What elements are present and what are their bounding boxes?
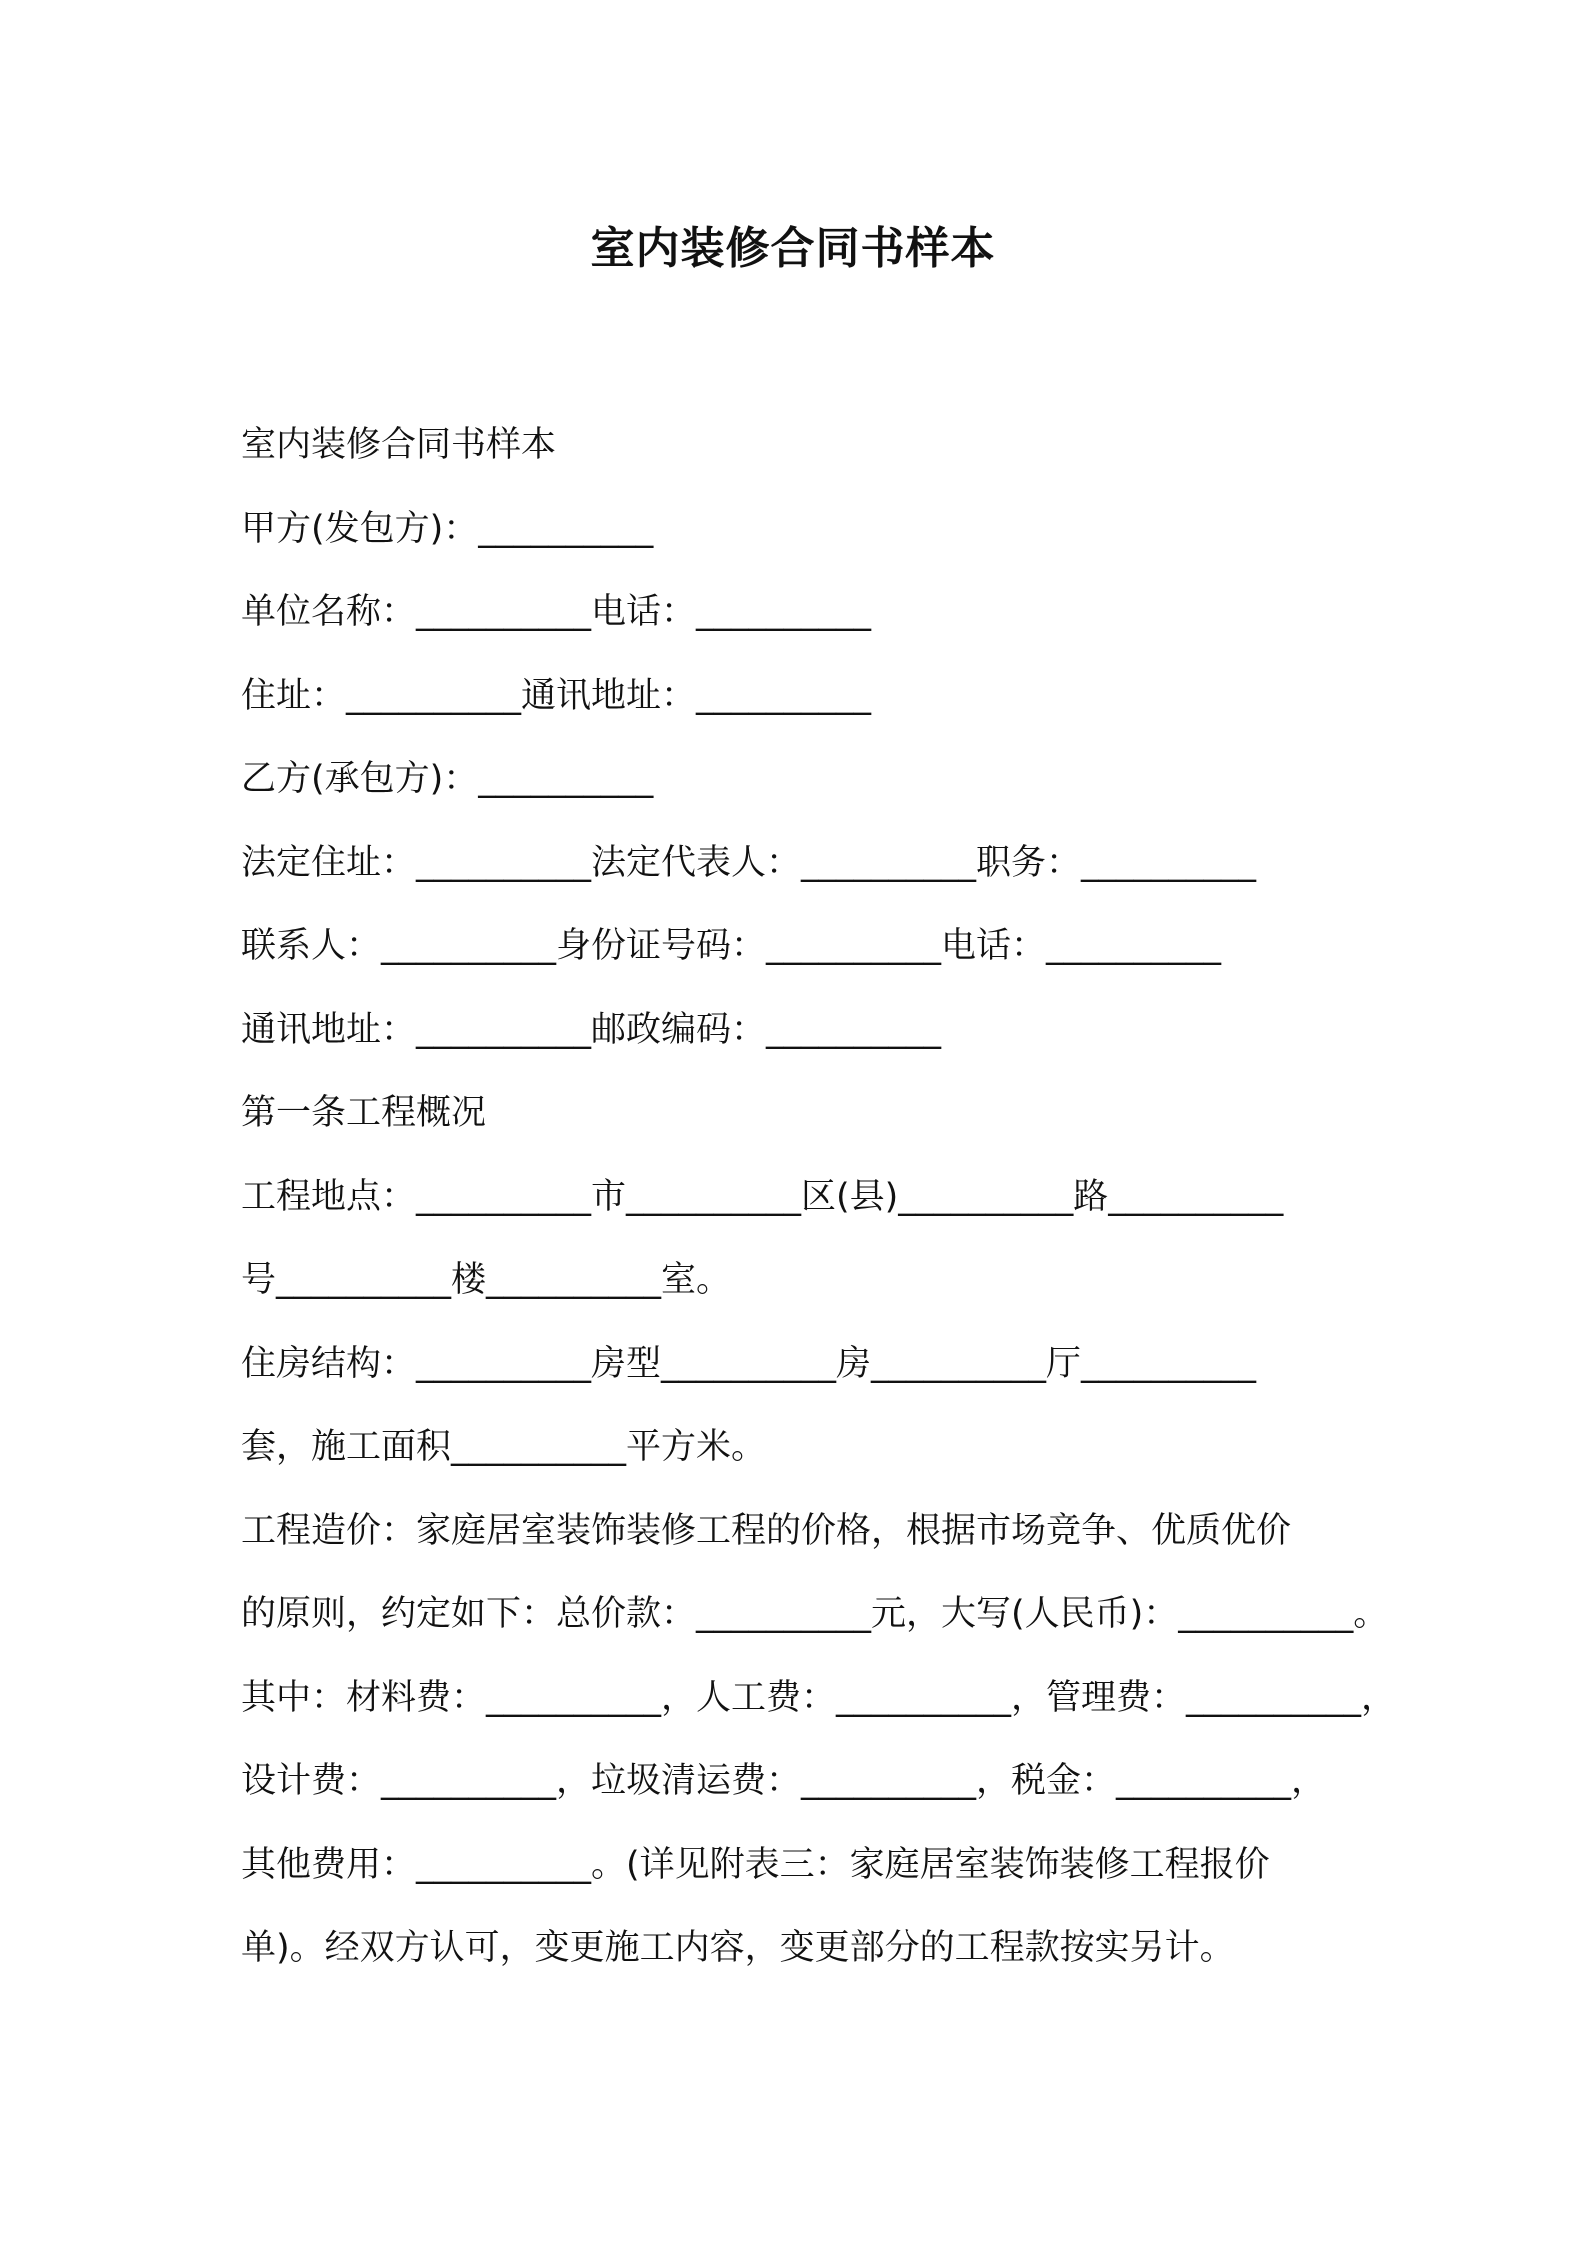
subtitle-line: 室内装修合同书样本	[241, 425, 557, 465]
party-b-postal-line: 通讯地址：__________邮政编码：__________	[241, 1009, 942, 1050]
project-location-line-1: 工程地点：__________市__________区(县)__________路__________	[241, 1176, 1284, 1217]
document-title: 室内装修合同书样本	[590, 223, 996, 274]
party-b-line: 乙方(承包方)：__________	[241, 759, 654, 799]
party-a-address-line: 住址：__________通讯地址：__________	[241, 675, 872, 716]
cost-breakdown-line-2: 设计费：__________，垃圾清运费：__________，税金：__________，	[241, 1761, 1327, 1801]
project-location-line-2: 号__________楼__________室。	[241, 1260, 732, 1300]
housing-structure-line-1: 住房结构：__________房型__________房__________厅__________	[241, 1343, 1257, 1384]
contract-body	[241, 404, 1397, 1991]
project-cost-line-1: 工程造价：家庭居室装饰装修工程的价格，根据市场竞争、优质优价	[241, 1510, 1292, 1551]
cost-breakdown-line-1: 其中：材料费：__________，人工费：__________，管理费：__________，	[241, 1677, 1397, 1718]
party-a-unit-phone-line: 单位名称：__________电话：__________	[241, 592, 872, 632]
cost-breakdown-line-4: 单)。经双方认可，变更施工内容，变更部分的工程款按实另计。	[241, 1928, 1235, 1968]
project-cost-line-2: 的原则，约定如下：总价款：__________元，大写(人民币)：__________。	[241, 1594, 1389, 1634]
cost-breakdown-line-3: 其他费用：__________。(详见附表三：家庭居室装饰装修工程报价	[241, 1844, 1270, 1885]
party-b-legal-line: 法定住址：__________法定代表人：__________职务：__________	[241, 842, 1257, 883]
article-one-heading: 第一条工程概况	[241, 1093, 487, 1133]
party-b-contact-line: 联系人：__________身份证号码：__________电话：__________	[241, 926, 1222, 966]
housing-structure-line-2: 套，施工面积__________平方米。	[241, 1427, 767, 1467]
party-a-line: 甲方(发包方)：__________	[241, 508, 654, 549]
